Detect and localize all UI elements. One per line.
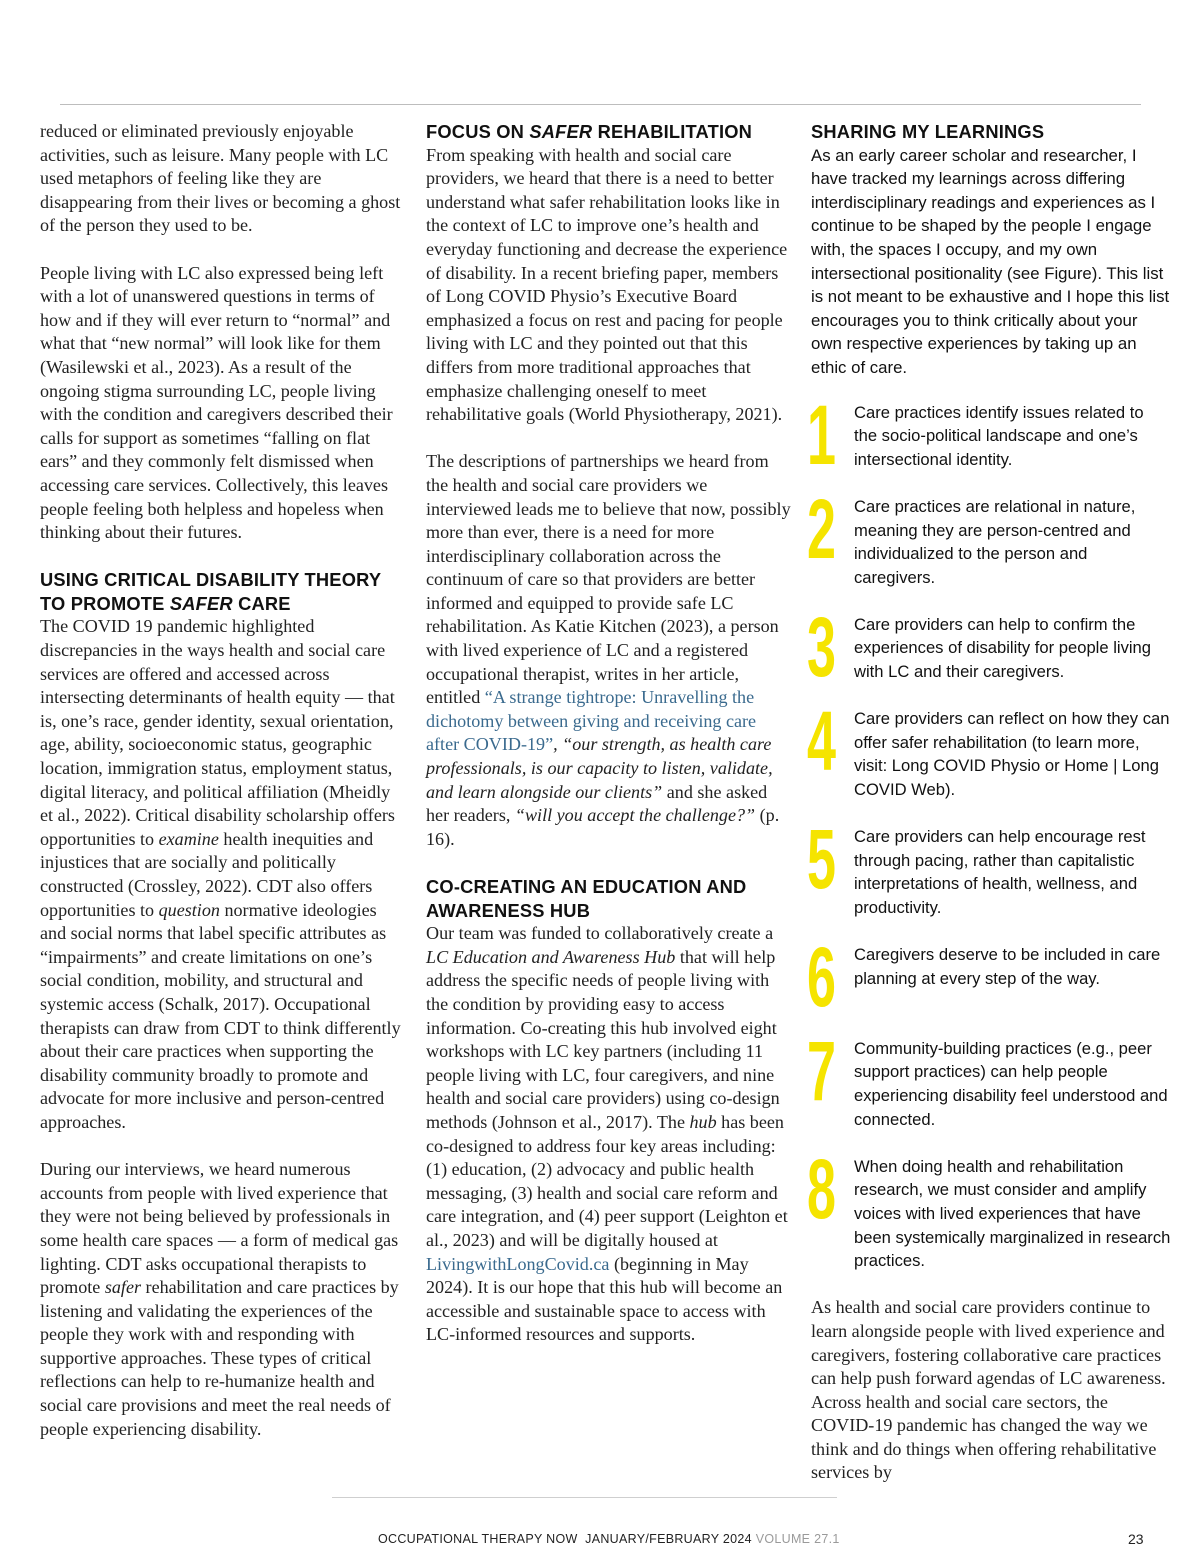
magazine-title: OCCUPATIONAL THERAPY NOW: [378, 1532, 578, 1546]
learning-item: [807, 481, 1171, 589]
column-left: [40, 120, 406, 1441]
learning-number: 7: [807, 1023, 836, 1118]
paragraph-unanswered-questions: People living with LC also expressed being left with a lot of unanswered questions in terms of how and if they will ever return to “normal” and what that “new normal” will look like for them (Wasilewski et al., 2023). As a result of the ongoing stigma surrounding LC, people living with the condition and caregivers described their calls for support as sometimes “falling on flat ears” and they commonly felt dismissed when accessing care services. Collectively, this leaves people feeling both helpless and hopeless when thinking about their futures.: [40, 262, 393, 543]
heading-critical-disability-theory: USING CRITICAL DISABILITY THEORY TO PROMOTE SAFER CARE: [40, 569, 381, 614]
paragraph-closing: As health and social care providers continue to learn alongside people with lived experience and caregivers, fostering collaborative care practices can help push forward agendas of LC awareness. Across health and social care sectors, the COVID-19 pandemic has changed the way we think and do things when offering rehabilitative services by: [811, 1297, 1166, 1483]
learning-text: Care providers can help encourage rest through pacing, rather than capitalistic interpretations of health, wellness, and productivity.: [854, 827, 1146, 917]
learning-text: Care practices identify issues related to the socio-political landscape and one’s intersectional identity.: [854, 402, 1144, 469]
website-link-living-with-long-covid[interactable]: LivingwithLongCovid.ca: [426, 1253, 610, 1274]
learning-item: [807, 599, 1171, 694]
top-divider: [60, 104, 1141, 105]
heading-education-awareness-hub: CO-CREATING AN EDUCATION AND AWARENESS HUB: [426, 876, 747, 921]
learning-item: [807, 694, 1171, 801]
learning-text: Care practices are relational in nature, meaning they are person-centred and individualized to the person and caregivers.: [854, 496, 1136, 587]
heading-focus-safer-rehabilitation: FOCUS ON SAFER REHABILITATION: [426, 121, 753, 142]
learning-number: 6: [807, 930, 836, 1025]
volume-label: VOLUME 27.1: [755, 1532, 840, 1546]
learning-item: [807, 1023, 1171, 1131]
learning-text: When doing health and rehabilitation research, we must consider and amplify voices with lived experiences that have been systemically marginalized in research practices.: [854, 1156, 1171, 1271]
learning-item: [807, 387, 1171, 482]
paragraph-partnerships: The descriptions of partnerships we heard from the health and social care providers we interviewed leads me to believe that now, possibly more than ever, there is a need for more interdisciplinary collaboration across the continuum of care so that providers are better informed and equipped to provide safe LC rehabilitation. As Katie Kitchen (2023), a person with lived experience of LC and a registered occupational therapist, writes in her article, entitled “A strange tightrope: Unravelling the dichotomy between giving and receiving care after COVID-19”, “our strength, as health care professionals, is our capacity to listen, validate, and learn alongside our clients” and she asked her readers, “will you accept the challenge?” (p. 16).: [426, 451, 791, 849]
learning-number: 3: [807, 599, 836, 694]
footer-divider: [332, 1497, 837, 1498]
page-number: 23: [1128, 1531, 1144, 1547]
heading-sharing-my-learnings: SHARING MY LEARNINGS: [811, 121, 1045, 142]
learning-text: Caregivers deserve to be included in care planning at every step of the way.: [854, 945, 1161, 988]
learning-text: Care providers can reflect on how they can offer safer rehabilitation (to learn more, visit: Long COVID Physio or Home | Long COVID Web).: [854, 709, 1170, 800]
column-right: [807, 120, 1171, 1485]
paragraph-cdt: The COVID 19 pandemic highlighted discrepancies in the ways health and social care services are offered and accessed across intersecting determinants of health equity — that is, one’s race, gender identity, sexual orientation, age, ability, socioeconomic status, geographic location, immigration status, employment status, digital literacy, and political affiliation (Mheidly et al., 2022). Critical disability scholarship offers opportunities to examine health inequities and injustices that are socially and politically constructed (Crossley, 2022). CDT also offers opportunities to question normative ideologies and social norms that label specific attributes as “impairments” and create limitations on one’s social condition, mobility, and structural and systemic access (Schalk, 2017). Occupational therapists can draw from CDT to think differently about their care practices when supporting the disability community broadly to promote and advocate for more inclusive and person-centred approaches.: [40, 616, 401, 1132]
learning-item: [807, 930, 1171, 1025]
paragraph-intro: reduced or eliminated previously enjoyable activities, such as leisure. Many people with LC used metaphors of feeling like they are disappearing from their lives or becoming a ghost of the person they used to be.: [40, 121, 401, 236]
learning-number: 2: [807, 481, 836, 576]
issue-date: JANUARY/FEBRUARY 2024: [585, 1532, 752, 1546]
learning-number: 1: [807, 387, 836, 482]
learning-item: [807, 1141, 1171, 1273]
learning-number: 8: [807, 1141, 836, 1236]
learning-text: Community-building practices (e.g., peer support practices) can help people experiencing disability feel understood and connected.: [854, 1038, 1168, 1129]
learning-text: Care providers can help to confirm the experiences of disability for people living with LC and their caregivers.: [854, 614, 1152, 682]
paragraph-focus: From speaking with health and social care providers, we heard that there is a need to better understand what safer rehabilitation looks like in the context of LC to improve one’s health and everyday functioning and decrease the experience of disability. In a recent briefing paper, members of Long COVID Physio’s Executive Board emphasized a focus on rest and pacing for people living with LC and they pointed out that this differs from more traditional approaches that emphasize challenging oneself to meet rehabilitative goals (World Physiotherapy, 2021).: [426, 144, 788, 425]
learning-item: [807, 812, 1171, 919]
paragraph-sharing: As an early career scholar and researcher, I have tracked my learnings across differing interdisciplinary readings and experiences as I continue to be shaped by the people I engage with, the spaces I occupy, and my own intersectional positionality (see Figure). This list is not meant to be exhaustive and I hope this list encourages you to think critically about your own respective experiences by taking up an ethic of care.: [811, 145, 1170, 377]
paragraph-hub: Our team was funded to collaboratively create a LC Education and Awareness Hub that will help address the specific needs of people living with the condition by providing easy to access information. Co-creating this hub involved eight workshops with LC key partners (including 11 people living with LC, four caregivers, and nine health and social care providers) using co-design methods (Johnson et al., 2017). The hub has been co-designed to address four key areas including: (1) education, (2) advocacy and public health messaging, (3) health and social care reform and care integration, and (4) peer support (Leighton et al., 2023) and will be digitally housed at LivingwithLongCovid.ca (beginning in May 2024). It is our hope that this hub will become an accessible and sustainable space to access with LC-informed resources and supports.: [426, 923, 788, 1345]
learnings-list: [807, 387, 1171, 1273]
learning-number: 5: [807, 812, 836, 907]
paragraph-interviews: During our interviews, we heard numerous accounts from people with lived experience that they were not being believed by professionals in some health care spaces — a form of medical gas lighting. CDT asks occupational therapists to promote safer rehabilitation and care practices by listening and validating the experiences of the people they work with and responding with supportive approaches. These types of critical reflections can help to re-humanize health and social care provisions and meet the real needs of people experiencing disability.: [40, 1159, 399, 1439]
learning-number: 4: [807, 694, 836, 789]
page-footer: [378, 1532, 840, 1546]
column-middle: [426, 120, 792, 1347]
article-link-strange-tightrope[interactable]: “A strange tightrope: Unravelling the dichotomy between giving and receiving care after COVID-19”: [426, 687, 757, 755]
